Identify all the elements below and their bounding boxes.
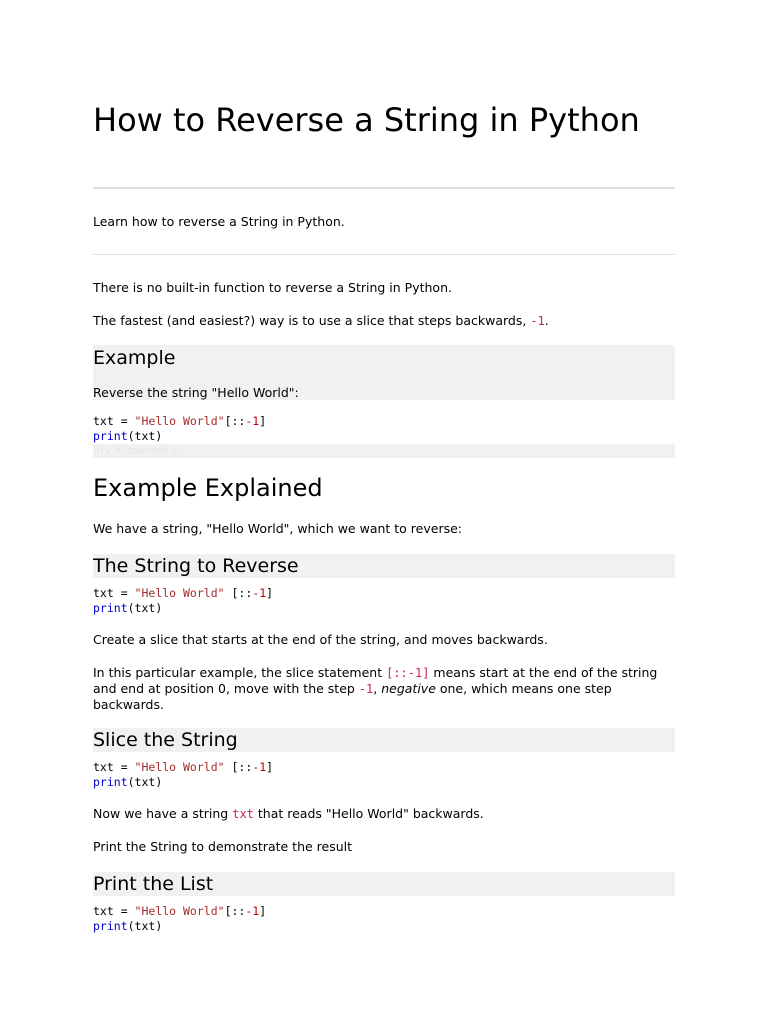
code-number: -1 [252,760,267,774]
code-token: [:: [224,760,253,774]
code-keyword: print [93,918,128,933]
code-token: [:: [224,904,246,918]
text-part: that reads "Hello World" backwards. [253,806,484,821]
slice-explanation-text: Create a slice that starts at the end of the string, and moves backwards. [93,632,548,647]
code-token: (txt) [127,774,163,789]
code-number: -1 [245,414,260,428]
try-it-yourself-button[interactable] [93,444,675,458]
code-token: ] [259,904,267,918]
code-token: txt = [93,760,135,774]
code-string: "Hello World" [134,904,225,918]
string-to-reverse-code-block [93,586,273,615]
paragraph-fastest-way [93,313,675,329]
paragraph-fastest-text: The fastest (and easiest?) way is to use a slice that steps backwards, [93,313,531,328]
paragraph-fastest-end: . [544,313,549,328]
code-token: (txt) [127,600,163,615]
intro-text: Learn how to reverse a String in Python. [93,214,345,229]
reversed-string-text [93,806,675,822]
text-part: one, which means one step backwards. [93,681,612,712]
code-token: ] [266,586,274,600]
print-instruction-text: Print the String to demonstrate the result [93,839,353,854]
code-keyword: print [93,600,128,615]
code-token: [:: [224,586,253,600]
title-divider [93,187,675,189]
code-token: txt = [93,414,135,428]
code-keyword: print [93,428,128,443]
code-token: [:: [224,414,246,428]
example-description: Reverse the string "Hello World": [93,385,299,400]
code-string: "Hello World" [134,760,225,774]
try-it-yourself-label: Try it Yourself » [95,444,179,457]
code-token: ] [259,414,267,428]
inline-code-txt: txt [232,807,254,821]
text-part: Now we have a string [93,806,233,821]
code-token: (txt) [127,428,163,443]
code-token: txt = [93,904,135,918]
explained-description: We have a string, "Hello World", which we want to reverse: [93,521,462,536]
print-list-code-block [93,904,266,933]
example-heading: Example [93,347,176,369]
code-token: txt = [93,586,135,600]
page-title: How to Reverse a String in Python [93,101,640,139]
intro-divider [93,254,675,255]
inline-code-minus-one: -1 [530,314,545,328]
inline-code-slice: [::-1] [386,666,430,680]
text-part: means start at the end of the string and end at position 0, move with the step [93,665,658,696]
code-string: "Hello World" [134,586,225,600]
string-to-reverse-heading: The String to Reverse [93,555,299,577]
code-number: -1 [245,904,260,918]
slice-string-heading: Slice the String [93,729,238,751]
code-string: "Hello World" [134,414,225,428]
print-list-heading: Print the List [93,873,214,895]
code-number: -1 [252,586,267,600]
example-code-block [93,414,266,443]
explained-heading: Example Explained [93,474,323,502]
code-token: ] [266,760,274,774]
inline-code-step: -1 [358,682,374,696]
slice-statement-explanation [93,665,675,712]
code-token: (txt) [127,918,163,933]
emphasis-negative: negative [381,681,436,696]
text-part: In this particular example, the slice statement [93,665,387,680]
text-part: , [373,681,382,696]
slice-string-code-block [93,760,273,789]
code-keyword: print [93,774,128,789]
paragraph-no-builtin: There is no built-in function to reverse a String in Python. [93,280,452,295]
